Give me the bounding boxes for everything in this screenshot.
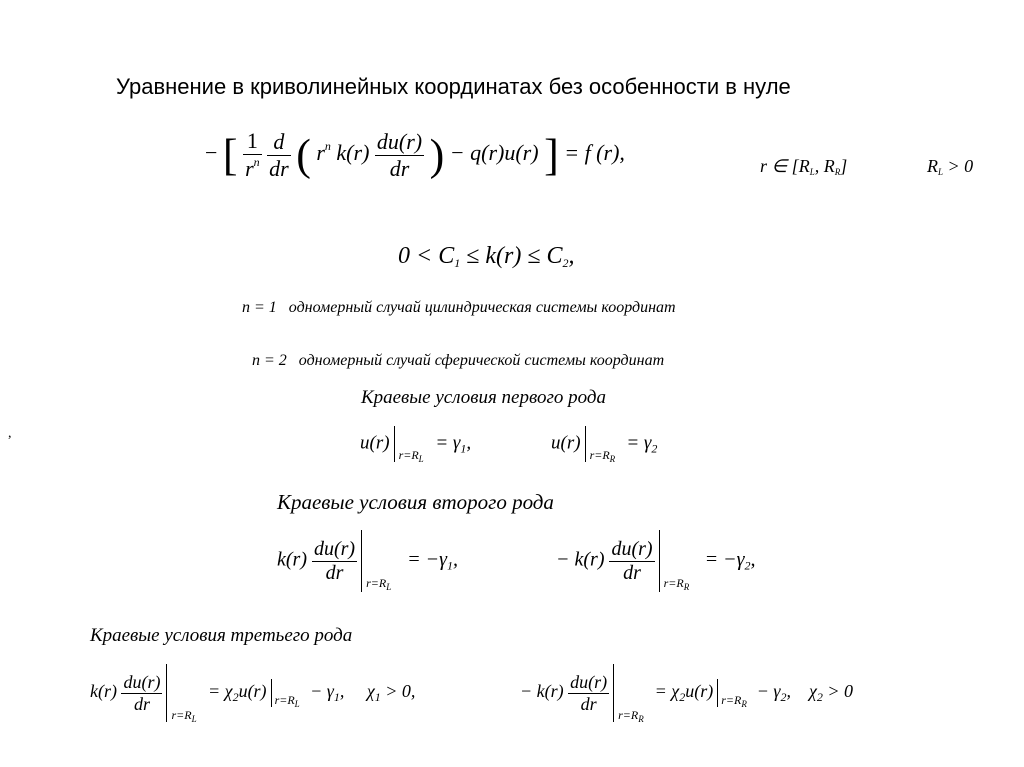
eval-bar: $r=R_L$: [271, 679, 306, 707]
eval-bar: $r=R_L$: [166, 664, 203, 722]
k-of-r: k(r): [336, 140, 370, 166]
right-paren: ): [429, 130, 445, 180]
r-power: r: [316, 140, 325, 166]
eval-bar: $r=R_L$: [361, 530, 402, 592]
fraction-d-dr: [267, 129, 291, 182]
derivative-du-dr: $\frac{du(r)}{dr}$: [123, 671, 161, 714]
frac-numerator: du(r): [376, 128, 423, 154]
domain-interval: r ∈ [$R_L$, $R_R$]: [760, 156, 848, 177]
frac-numerator: 1: [243, 128, 262, 155]
derivative-du-dr: $\frac{du(r)}{dr}$: [611, 537, 653, 584]
frac-denominator: dr: [389, 155, 410, 181]
case-text: одномерный случай цилиндрическая системы координат: [288, 299, 676, 316]
rhs-f: = f (r),: [564, 140, 625, 166]
bc2-eq2: − k(r) $\frac{du(r)}{dr}$ $r=R_R$ = $-\gamma_2$,: [556, 530, 755, 592]
case-text: одномерный случай сферической системы координат: [298, 352, 665, 369]
minus-sign: −: [205, 140, 218, 166]
frac-numerator: d: [267, 129, 291, 156]
eval-bar: $r=R_L$: [394, 426, 431, 462]
case-cylindrical: [242, 299, 676, 317]
frac-denominator: $r^n$: [245, 155, 260, 181]
left-bracket: [: [222, 130, 238, 180]
case-eq: n = 1: [242, 299, 277, 316]
case-spherical: [252, 352, 664, 370]
bc3-eq2: − k(r) $\frac{du(r)}{dr}$ $r=R_R$ = $\chi_2u(r)$ $r=R_R$ − $\gamma_2$, $\chi_2 > 0$: [520, 664, 853, 722]
eval-bar: $r=R_R$: [717, 679, 752, 707]
page-title: Уравнение в криволинейных координатах без особенности в нуле: [116, 74, 791, 99]
k-bounds: $0 < C_1 \le k(r) \le C_2$,: [398, 243, 575, 270]
bc1-eq1: u(r) $r=R_L$ = $\gamma_1$,: [360, 426, 471, 470]
derivative-du-dr: [375, 129, 424, 182]
eval-bar: $r=R_R$: [659, 530, 700, 592]
bc2-eq1: k(r) $\frac{du(r)}{dr}$ $r=R_L$ = $-\gamma_1$,: [277, 530, 458, 592]
bc1-eq2: u(r) $r=R_R$ = $\gamma_2$: [551, 426, 657, 470]
derivative-du-dr: $\frac{du(r)}{dr}$: [313, 537, 356, 584]
bc3-eq1: k(r) $\frac{du(r)}{dr}$ $r=R_L$ = $\chi_2u(r)$ $r=R_L$ − $\gamma_1$, $\chi_1 > 0$,: [90, 664, 415, 722]
eval-bar: $r=R_R$: [585, 426, 622, 462]
chi2-condition: $\chi_2 > 0$: [808, 681, 854, 705]
bc1-heading: Краевые условия первого рода: [361, 387, 607, 408]
case-eq: n = 2: [252, 352, 287, 369]
domain-condition: $R_L > 0$: [927, 156, 974, 177]
r-power-exponent: n: [324, 139, 331, 154]
chi1-condition: $\chi_1 > 0$,: [366, 681, 416, 705]
main-equation: [205, 128, 625, 182]
frac-denominator: dr: [269, 155, 289, 181]
right-bracket: ]: [544, 130, 559, 180]
eval-bar: $r=R_R$: [613, 664, 650, 722]
bc3-heading: Краевые условия третьего рода: [90, 625, 353, 646]
derivative-du-dr: $\frac{du(r)}{dr}$: [570, 671, 608, 714]
left-paren: (: [296, 130, 311, 180]
bc2-heading: Краевые условия второго рода: [277, 490, 554, 514]
fraction-one-over-rn: [243, 128, 262, 182]
stray-mark: ,: [8, 426, 12, 441]
q-term: − q(r)u(r): [449, 140, 539, 166]
